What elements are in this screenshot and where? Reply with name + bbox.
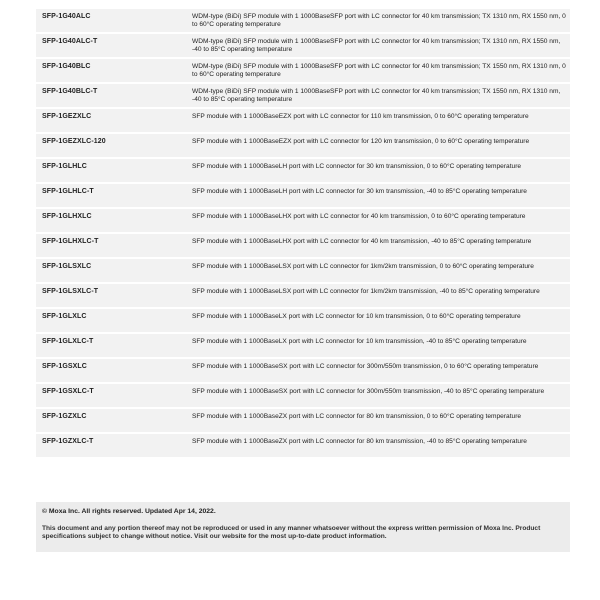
table-row (36, 359, 570, 384)
model-name: SFP-1GZXLC (42, 413, 87, 420)
product-table (36, 9, 570, 459)
model-name: SFP-1GEZXLC-120 (42, 138, 106, 145)
model-description: SFP module with 1 1000BaseLX port with LC connector for 10 km transmission, 0 to 60°C operating temperature (192, 313, 521, 320)
table-row (36, 259, 570, 284)
model-name: SFP-1GSXLC (42, 363, 87, 370)
table-row (36, 34, 570, 59)
model-name: SFP-1G40BLC (42, 63, 91, 70)
table-row (36, 159, 570, 184)
table-row (36, 59, 570, 84)
model-name: SFP-1GLHXLC (42, 213, 92, 220)
table-row (36, 434, 570, 459)
model-name: SFP-1GSXLC-T (42, 388, 94, 395)
model-name: SFP-1GLSXLC (42, 263, 92, 270)
model-description: SFP module with 1 1000BaseZX port with LC connector for 80 km transmission, -40 to 85°C operating temperature (192, 438, 527, 445)
model-description: SFP module with 1 1000BaseLHX port with LC connector for 40 km transmission, 0 to 60°C operating temperature (192, 213, 526, 220)
model-description: WDM-type (BiDi) SFP module with 1 1000BaseSFP port with LC connector for 40 km transmission; TX 1310 nm, RX 1550 nm, 0 to 60°C operating temperature (192, 13, 566, 29)
model-name: SFP-1G40ALC-T (42, 38, 98, 45)
model-description: SFP module with 1 1000BaseEZX port with LC connector for 110 km transmission, 0 to 60°C operating temperature (192, 113, 529, 120)
model-name: SFP-1GZXLC-T (42, 438, 94, 445)
footer-box (36, 502, 570, 552)
model-name: SFP-1GLHXLC-T (42, 238, 99, 245)
model-name: SFP-1GLSXLC-T (42, 288, 99, 295)
table-row (36, 134, 570, 159)
table-row (36, 284, 570, 309)
model-description: SFP module with 1 1000BaseLH port with LC connector for 30 km transmission, 0 to 60°C operating temperature (192, 163, 522, 170)
table-row (36, 9, 570, 34)
table-row (36, 409, 570, 434)
model-description: SFP module with 1 1000BaseLX port with LC connector for 10 km transmission, -40 to 85°C operating temperature (192, 338, 527, 345)
model-name: SFP-1GLXLC-T (42, 338, 94, 345)
table-row (36, 309, 570, 334)
model-name: SFP-1GLHLC-T (42, 188, 94, 195)
model-name: SFP-1GEZXLC (42, 113, 92, 120)
table-row (36, 384, 570, 409)
model-description: SFP module with 1 1000BaseEZX port with LC connector for 120 km transmission, 0 to 60°C operating temperature (192, 138, 530, 145)
model-description: SFP module with 1 1000BaseZX port with LC connector for 80 km transmission, 0 to 60°C operating temperature (192, 413, 522, 420)
model-description: SFP module with 1 1000BaseLSX port with LC connector for 1km/2km transmission, 0 to 60°C operating temperature (192, 263, 534, 270)
model-description: SFP module with 1 1000BaseSX port with LC connector for 300m/550m transmission, -40 to 85°C operating temperature (192, 388, 545, 395)
model-description: SFP module with 1 1000BaseLSX port with LC connector for 1km/2km transmission, -40 to 85°C operating temperature (192, 288, 540, 295)
model-name: SFP-1GLHLC (42, 163, 87, 170)
table-row (36, 84, 570, 109)
table-row (36, 234, 570, 259)
model-name: SFP-1GLXLC (42, 313, 87, 320)
model-name: SFP-1G40BLC-T (42, 88, 98, 95)
model-name: SFP-1G40ALC (42, 13, 91, 20)
table-row (36, 334, 570, 359)
model-description: WDM-type (BiDi) SFP module with 1 1000BaseSFP port with LC connector for 40 km transmission; TX 1550 nm, RX 1310 nm, -40 to 85°C operating temperature (192, 88, 561, 104)
model-description: SFP module with 1 1000BaseSX port with LC connector for 300m/550m transmission, 0 to 60°C operating temperature (192, 363, 539, 370)
table-row (36, 184, 570, 209)
model-description: SFP module with 1 1000BaseLHX port with LC connector for 40 km transmission, -40 to 85°C operating temperature (192, 238, 532, 245)
model-description: SFP module with 1 1000BaseLH port with LC connector for 30 km transmission, -40 to 85°C operating temperature (192, 188, 527, 195)
model-description: WDM-type (BiDi) SFP module with 1 1000BaseSFP port with LC connector for 40 km transmission; TX 1310 nm, RX 1550 nm, -40 to 85°C operating temperature (192, 38, 561, 54)
model-description: WDM-type (BiDi) SFP module with 1 1000BaseSFP port with LC connector for 40 km transmission; TX 1550 nm, RX 1310 nm, 0 to 60°C operating temperature (192, 63, 566, 79)
legal-notice: This document and any portion thereof may not be reproduced or used in any manner whatsoever without the express written permission of Moxa Inc. Product specifications subject to change without notice. Visit our website for the most up-to-date product information. (42, 525, 541, 541)
copyright-text: © Moxa Inc. All rights reserved. Updated Apr 14, 2022. (42, 508, 216, 515)
table-row (36, 109, 570, 134)
table-row (36, 209, 570, 234)
